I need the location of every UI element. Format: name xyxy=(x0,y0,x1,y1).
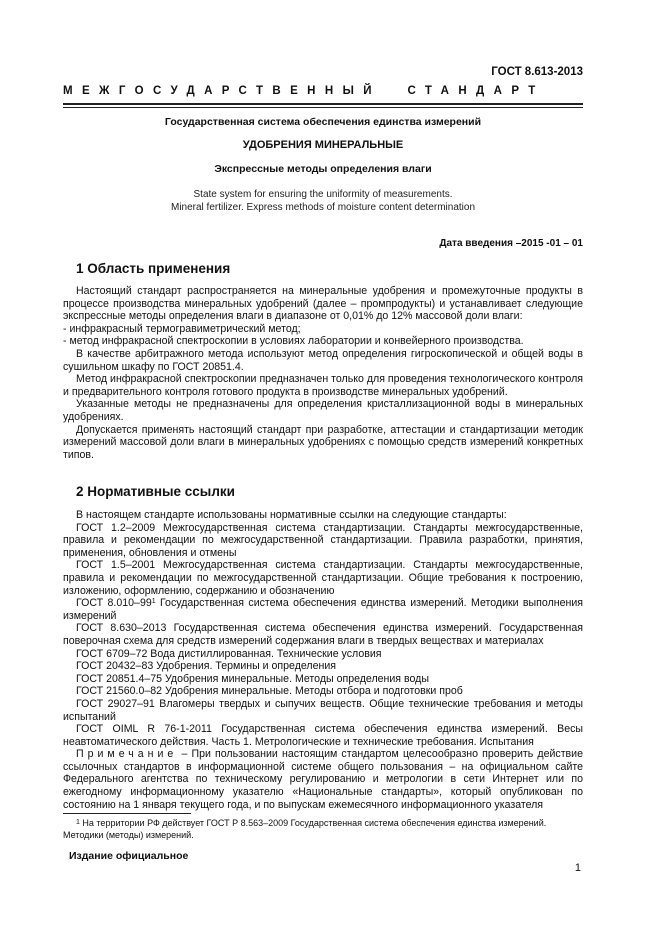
footnote-text xyxy=(63,818,583,841)
paragraph: Настоящий стандарт распространяется на минеральные удобрения и промежуточные продукты в процессе производства минеральных удобрений (далее – промпродукты) и устанавливает следующие экспрессные методы определения влаги в диапазоне от 0,01% до 12% массовой доли влаги: xyxy=(63,285,583,323)
note-paragraph xyxy=(63,748,583,811)
reference-item: ГОСТ 1.2–2009 Межгосударственная система стандартизации. Стандарты межгосударственные, правила и рекомендации по межгосударственной стандартизации. Правила разработки, принятия, применения, обновления и отмены xyxy=(63,521,583,559)
list-item: - метод инфракрасной спектроскопии в условиях лаборатории и конвейерного производства. xyxy=(63,335,524,348)
edition-label: Издание официальное xyxy=(69,850,189,862)
footnote xyxy=(63,818,583,841)
section-2-heading: 2 Нормативные ссылки xyxy=(76,484,235,499)
gost-number: ГОСТ 8.613-2013 xyxy=(491,66,583,78)
reference-item: ГОСТ 29027–91 Влагомеры твердых и сыпучих веществ. Общие технические требования и методы испытаний xyxy=(63,697,583,723)
paragraph: В настоящем стандарте использованы нормативные ссылки на следующие стандарты: xyxy=(76,509,507,521)
footnote-separator xyxy=(63,813,191,814)
english-title xyxy=(63,188,583,214)
list-item: - инфракрасный термогравиметрический метод; xyxy=(63,322,301,335)
reference-item xyxy=(63,597,583,622)
header-rule-thick xyxy=(63,103,583,105)
interstate-standard-banner: МЕЖГОСУДАРСТВЕННЫЙ СТАНДАРТ xyxy=(63,85,545,97)
reference-code: ГОСТ 8.010–99 xyxy=(76,597,152,610)
section-1-heading: 1 Область применения xyxy=(76,261,231,276)
reference-title: Государственная система обеспечения единства измерений. Методики выполнения измерений xyxy=(63,597,583,622)
english-title-line1: State system for ensuring the uniformity of measurements. xyxy=(193,189,453,200)
english-title-line2: Mineral fertilizer. Express methods of moisture content determination xyxy=(170,202,476,213)
methods-title: Экспрессные методы определения влаги xyxy=(214,163,432,175)
footnote-marker: 1 xyxy=(151,598,156,606)
reference-item: ГОСТ 20432–83 Удобрения. Термины и определения xyxy=(76,660,336,673)
introduction-date: Дата введения –2015 -01 – 01 xyxy=(439,238,583,249)
paragraph: Допускается применять настоящий стандарт при разработке, аттестации и стандартизации методик измерений массовой доли влаги в минеральных удобрениях с помощью средств измерений конкретных типов. xyxy=(63,423,583,461)
paragraph: В качестве арбитражного метода используют метод определения гигроскопической и общей воды в сушильном шкафу по ГОСТ 20851.4. xyxy=(63,347,583,373)
footnote-mark: 1 xyxy=(76,819,80,826)
paragraph: Метод инфракрасной спектроскопии предназначен только для проведения технологического контроля и предварительного контроля готового продукта в производстве минеральных удобрений. xyxy=(63,373,583,398)
footnote-body: На территории РФ действует ГОСТ Р 8.563–2009 Государственная система обеспечения единства измерений. Методики (методы) измерений. xyxy=(63,818,547,840)
reference-item: ГОСТ 1.5–2001 Межгосударственная система стандартизации. Стандарты межгосударственные, правила и рекомендации по межгосударственной стандартизации. Общие требования к построению, изложению, оформлению, содержанию и обозначению xyxy=(63,559,583,597)
reference-item: ГОСТ OIML R 76-1-2011 Государственная система обеспечения единства измерений. Весы неавтоматического действия. Часть 1. Метрологические и технические требования. Испытания xyxy=(63,723,583,748)
reference-item: ГОСТ 6709–72 Вода дистиллированная. Технические условия xyxy=(76,647,382,660)
note-text: – При пользовании настоящим стандартом целесообразно проверить действие ссылочных стандартов в информационной системе общего пользования – на официальном сайте Федерального агентства по техническому регулированию и метрологии в сети Интернет или по ежегодному информационному указателю «Национальные стандарты», который опубликован по состоянию на 1 января текущего года, и по выпускам ежемесячного информационного указателя xyxy=(63,748,583,811)
paragraph: Указанные методы не предназначены для определения кристаллизационной воды в минеральных удобрениях. xyxy=(63,398,583,423)
subject-title: УДОБРЕНИЯ МИНЕРАЛЬНЫЕ xyxy=(242,139,404,151)
reference-item: ГОСТ 20851.4–75 Удобрения минеральные. Методы определения воды xyxy=(76,672,429,685)
section-1-body xyxy=(63,285,583,461)
reference-item: ГОСТ 21560.0–82 Удобрения минеральные. Методы отбора и подготовки проб xyxy=(76,685,463,698)
note-label: Примечание xyxy=(76,748,178,761)
header-rule-thin xyxy=(63,107,583,108)
section-2-body xyxy=(63,509,583,811)
page-number: 1 xyxy=(574,862,581,874)
reference-item: ГОСТ 8.630–2013 Государственная система обеспечения единства измерений. Государственная поверочная схема для средств измерений содержания влаги в твердых веществах и материалах xyxy=(63,622,583,647)
system-title: Государственная система обеспечения единства измерений xyxy=(164,116,482,128)
